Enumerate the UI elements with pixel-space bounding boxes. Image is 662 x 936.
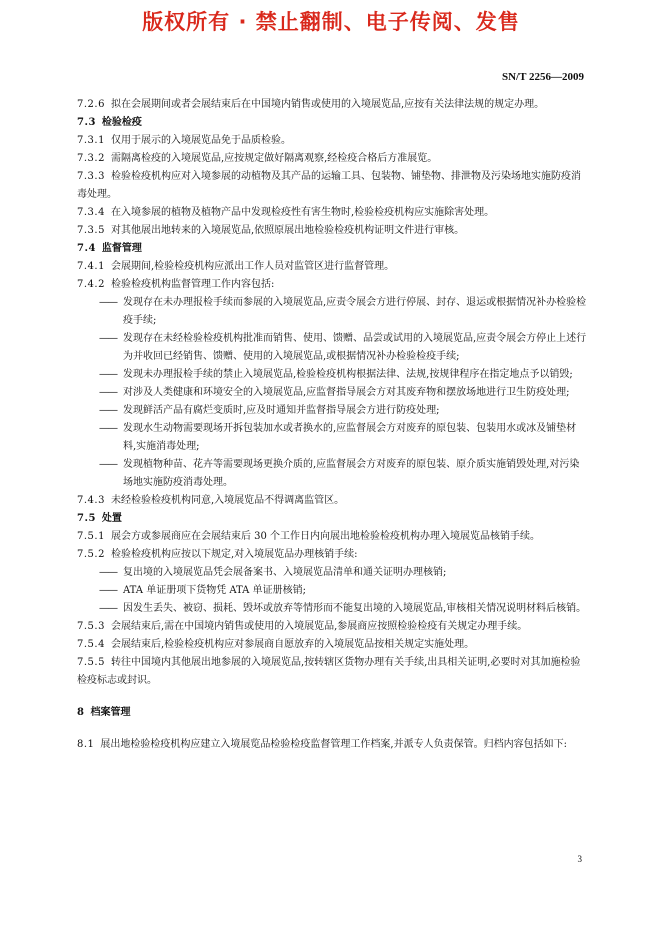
- clause-text: 拟在会展期间或者会展结束后在中国境内销售或使用的入境展览品,应按有关法律法规的规定办理。: [110, 99, 545, 110]
- list-item-text: 发现水生动物需要现场开拆包装加水或者换水的,应监督展会方对废弃的原包装、包装用水或冰及铺垫材料,实施消毒处理;: [123, 423, 577, 452]
- clause-text: 检验检疫机构应对入境参展的动植物及其产品的运输工具、包装物、铺垫物、排泄物及污染场地实施防疫消毒处理。: [77, 171, 581, 200]
- clause-7-5-5: [77, 654, 589, 690]
- dash-marker: ——: [99, 387, 117, 398]
- clause-7-3-4: [77, 204, 589, 222]
- list-item-text: 复出境的入境展览品凭会展备案书、入境展览品清单和通关证明办理核销;: [123, 567, 447, 578]
- clause-number: 7.3.5: [77, 225, 105, 236]
- dash-marker: ——: [99, 369, 117, 380]
- clause-7-5-4: [77, 636, 589, 654]
- clause-number: 7.4.2: [77, 279, 105, 290]
- clause-number: 8.1: [77, 739, 95, 750]
- clause-7-3-2: [77, 150, 589, 168]
- section-heading-7-4: [77, 240, 589, 258]
- clause-7-4-3: [77, 492, 589, 510]
- list-item-text: 发现存在未经检验检疫机构批准而销售、使用、馈赠、品尝或试用的入境展览品,应责令展会方停止上述行为并收回已经销售、馈赠、使用的入境展览品,或根据情况补办检验检疫手续;: [123, 333, 587, 362]
- clause-number: 7.5.3: [77, 621, 105, 632]
- clause-7-4-2: [77, 276, 589, 294]
- list-item-text: 因发生丢失、被窃、损耗、毁坏或放弃等情形而不能复出境的入境展览品,审核相关情况说明材料后核销。: [123, 603, 587, 614]
- list-item-text: 对涉及人类健康和环境安全的入境展览品,应监督指导展会方对其废弃物和摆放场地进行卫生防疫处理;: [123, 387, 570, 398]
- section-heading-7-5: [77, 510, 589, 528]
- clause-8-1: [77, 736, 589, 754]
- dash-marker: ——: [99, 297, 117, 308]
- dash-marker: ——: [99, 459, 117, 470]
- dash-marker: ——: [99, 333, 117, 344]
- clause-7-3-1: [77, 132, 589, 150]
- list-item: [99, 402, 589, 420]
- section-spacer: [77, 690, 589, 704]
- clause-number: 7.3.3: [77, 171, 105, 182]
- list-item-text: ATA 单证册项下货物凭 ATA 单证册核销;: [123, 585, 306, 596]
- list-item-text: 发现未办理报检手续的禁止入境展览品,检验检疫机构根据法律、法规,按规律程序在指定地点予以销毁;: [123, 369, 573, 380]
- clause-number: 7.5.4: [77, 639, 105, 650]
- clause-7-4-1: [77, 258, 589, 276]
- clause-7-5-3: [77, 618, 589, 636]
- dash-marker: ——: [99, 567, 117, 578]
- clause-text: 展会方或参展商应在会展结束后 30 个工作日内向展出地检验检疫机构办理入境展览品核销手续。: [110, 531, 541, 542]
- clause-number: 7.4: [77, 243, 96, 254]
- list-item: [99, 582, 589, 600]
- section-spacer: [77, 722, 589, 736]
- list-item: [99, 384, 589, 402]
- list-item: [99, 456, 589, 492]
- clause-text: 未经检验检疫机构同意,入境展览品不得调离监管区。: [110, 495, 345, 506]
- clause-7-3-5: [77, 222, 589, 240]
- clause-number: 7.5.2: [77, 549, 105, 560]
- page-number: 3: [577, 854, 582, 864]
- list-item: [99, 420, 589, 456]
- dash-marker: ——: [99, 405, 117, 416]
- dash-marker: ——: [99, 585, 117, 596]
- clause-text: 转往中国境内其他展出地参展的入境展览品,按转辖区货物办理有关手续,出具相关证明,必要时对其加施检验检疫标志或封识。: [77, 657, 581, 686]
- clause-7-5-1: [77, 528, 589, 546]
- clause-text: 检验检疫机构应按以下规定,对入境展览品办理核销手续:: [110, 549, 358, 560]
- clause-text: 监督管理: [101, 243, 142, 254]
- dash-marker: ——: [99, 603, 117, 614]
- clause-number: 7.4.3: [77, 495, 105, 506]
- clause-text: 展出地检验检疫机构应建立入境展览品检验检疫监督管理工作档案,并派专人负责保管。归档内容包括如下:: [100, 739, 567, 750]
- clause-7-5-2: [77, 546, 589, 564]
- clause-text: 会展期间,检验检疫机构应派出工作人员对监管区进行监督管理。: [110, 261, 395, 272]
- clause-text: 检验检疫: [101, 117, 142, 128]
- dash-marker: ——: [99, 423, 117, 434]
- document-body: [77, 96, 589, 754]
- clause-text: 对其他展出地转来的入境展览品,依照原展出地检验检疫机构证明文件进行审核。: [110, 225, 465, 236]
- clause-text: 检验检疫机构监督管理工作内容包括:: [110, 279, 275, 290]
- clause-number: 7.2.6: [77, 99, 105, 110]
- clause-number: 7.5: [77, 513, 96, 524]
- clause-number: 7.3.2: [77, 153, 105, 164]
- list-item-text: 发现存在未办理报检手续而参展的入境展览品,应责令展会方进行停展、封存、退运或根据情况补办检验检疫手续;: [123, 297, 587, 326]
- list-item-text: 发现植物种苗、花卉等需要现场更换介质的,应监督展会方对废弃的原包装、原介质实施销毁处理,对污染场地实施防疫消毒处理。: [123, 459, 580, 488]
- clause-text: 会展结束后,检验检疫机构应对参展商自愿放弃的入境展览品按相关规定实施处理。: [110, 639, 475, 650]
- list-item: [99, 564, 589, 582]
- clause-number: 7.3.4: [77, 207, 105, 218]
- list-item: [99, 366, 589, 384]
- list-item: [99, 294, 589, 330]
- list-item: [99, 330, 589, 366]
- clause-text: 需隔离检疫的入境展览品,应按规定做好隔离观察,经检疫合格后方准展览。: [110, 153, 438, 164]
- copyright-watermark: 版权所有 · 禁止翻制、电子传阅、发售: [142, 10, 520, 34]
- list-item: [99, 600, 589, 618]
- clause-number: 7.5.5: [77, 657, 105, 668]
- clause-number: 7.4.1: [77, 261, 105, 272]
- clause-7-2-6: [77, 96, 589, 114]
- clause-7-3-3: [77, 168, 589, 204]
- standard-number: SN/T 2256—2009: [501, 71, 584, 83]
- clause-number: 8: [77, 707, 85, 718]
- clause-text: 会展结束后,需在中国境内销售或使用的入境展览品,参展商应按照检验检疫有关规定办理手续。: [110, 621, 528, 632]
- clause-number: 7.5.1: [77, 531, 105, 542]
- clause-text: 处置: [101, 513, 122, 524]
- clause-text: 仅用于展示的入境展览品免于品质检验。: [110, 135, 291, 146]
- section-heading-8: [77, 704, 589, 722]
- section-heading-7-3: [77, 114, 589, 132]
- clause-text: 在入境参展的植物及植物产品中发现检疫性有害生物时,检验检疫机构应实施除害处理。: [110, 207, 495, 218]
- clause-number: 7.3: [77, 117, 96, 128]
- clause-text: 档案管理: [90, 707, 131, 718]
- list-item-text: 发现鲜活产品有腐烂变质时,应及时通知并监督指导展会方进行防疫处理;: [123, 405, 440, 416]
- clause-number: 7.3.1: [77, 135, 105, 146]
